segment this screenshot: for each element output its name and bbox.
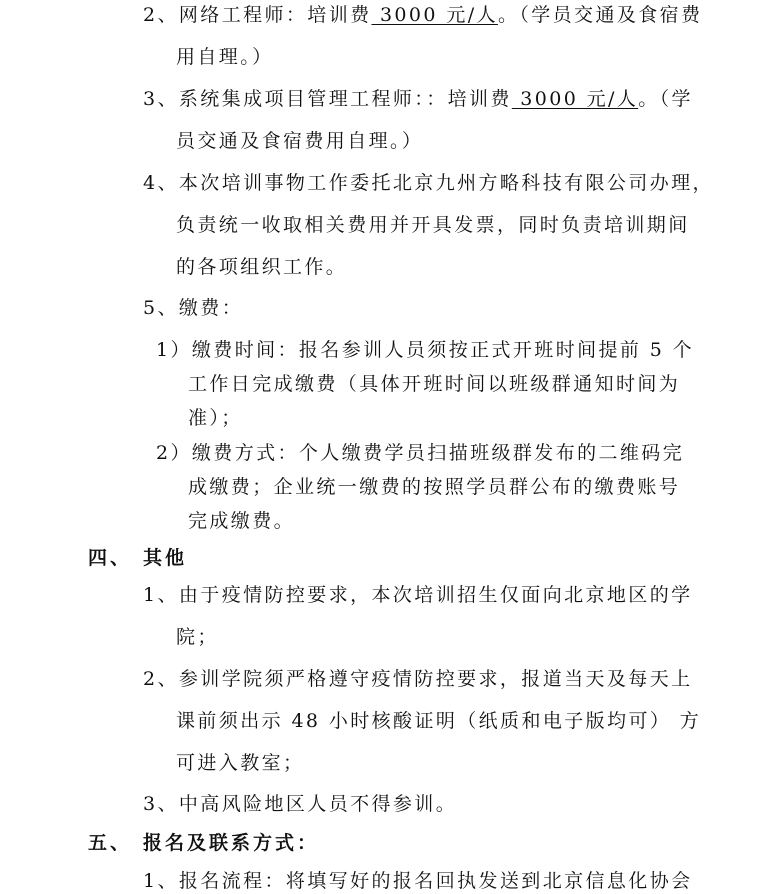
s4-item2-line3: 可进入教室； [176, 752, 305, 774]
item3-fee: 3000 元/人 [511, 88, 639, 110]
item3-number: 3、 [143, 88, 179, 110]
payment-method-line1 [156, 440, 684, 466]
item3-text-post: 。（学 [638, 88, 693, 110]
payment-method-line3: 完成缴费。 [188, 510, 296, 532]
s4-item3-text: 中高风险地区人员不得参训。 [178, 793, 458, 815]
sub2-number: 2） [156, 442, 192, 464]
sub1-text: 缴费时间：报名参训人员须按正式开班时间提前 5 个 [191, 339, 695, 361]
s4-item1-number: 1、 [143, 584, 179, 606]
s4-item1-line2: 院； [176, 626, 219, 648]
item3-text: 系统集成项目管理工程师：：培训费 [178, 88, 512, 110]
s4-item2-line1 [143, 666, 693, 692]
sub1-number: 1） [156, 339, 192, 361]
s4-item2-line2: 课前须出示 48 小时核酸证明（纸质和电子版均可） 方 [176, 710, 702, 732]
section4-title: 其他 [143, 547, 188, 569]
item3-line2: 员交通及食宿费用自理。） [176, 130, 424, 152]
item4-line1 [143, 170, 714, 196]
item5-number: 5、 [143, 297, 179, 319]
item2-text: 网络工程师：培训费 [178, 4, 372, 26]
s4-item3-number: 3、 [143, 793, 179, 815]
item4-number: 4、 [143, 172, 179, 194]
item2-text-post: 。（学员交通及食宿费 [497, 4, 703, 26]
s5-item1-number: 1、 [143, 870, 179, 892]
section4-number: 四、 [88, 547, 133, 569]
item3-line1 [143, 86, 693, 112]
s5-item1-line1 [143, 868, 693, 894]
payment-time-line2: 工作日完成缴费（具体开班时间以班级群通知时间为 [188, 373, 681, 395]
item2-line1 [143, 2, 702, 28]
section5-number: 五、 [88, 832, 133, 854]
payment-method-line2: 成缴费；企业统一缴费的按照学员群公布的缴费账号 [188, 476, 681, 498]
s4-item3-line1 [143, 791, 457, 817]
s4-item1-text: 由于疫情防控要求，本次培训招生仅面向北京地区的学 [178, 584, 693, 606]
item2-number: 2、 [143, 4, 179, 26]
item2-fee: 3000 元/人 [371, 4, 498, 26]
item5-heading [143, 295, 243, 321]
s4-item2-number: 2、 [143, 668, 179, 690]
item5-label: 缴费： [178, 297, 244, 319]
payment-time-line1 [156, 337, 694, 363]
item4-line3: 的各项组织工作。 [176, 256, 348, 278]
sub2-text: 缴费方式：个人缴费学员扫描班级群发布的二维码完 [191, 442, 685, 464]
s4-item1-line1 [143, 582, 693, 608]
s4-item2-text: 参训学院须严格遵守疫情防控要求，报道当天及每天上 [178, 668, 693, 690]
payment-time-line3: 准）； [188, 407, 243, 429]
s5-item1-text: 报名流程：将填写好的报名回执发送到北京信息化协会 [178, 870, 693, 892]
item4-line2: 负责统一收取相关费用并开具发票，同时负责培训期间 [176, 214, 690, 236]
section5-title: 报名及联系方式： [143, 832, 320, 854]
item4-text: 本次培训事物工作委托北京九州方略科技有限公司办理， [178, 172, 714, 194]
item2-line2: 用自理。） [176, 46, 274, 68]
